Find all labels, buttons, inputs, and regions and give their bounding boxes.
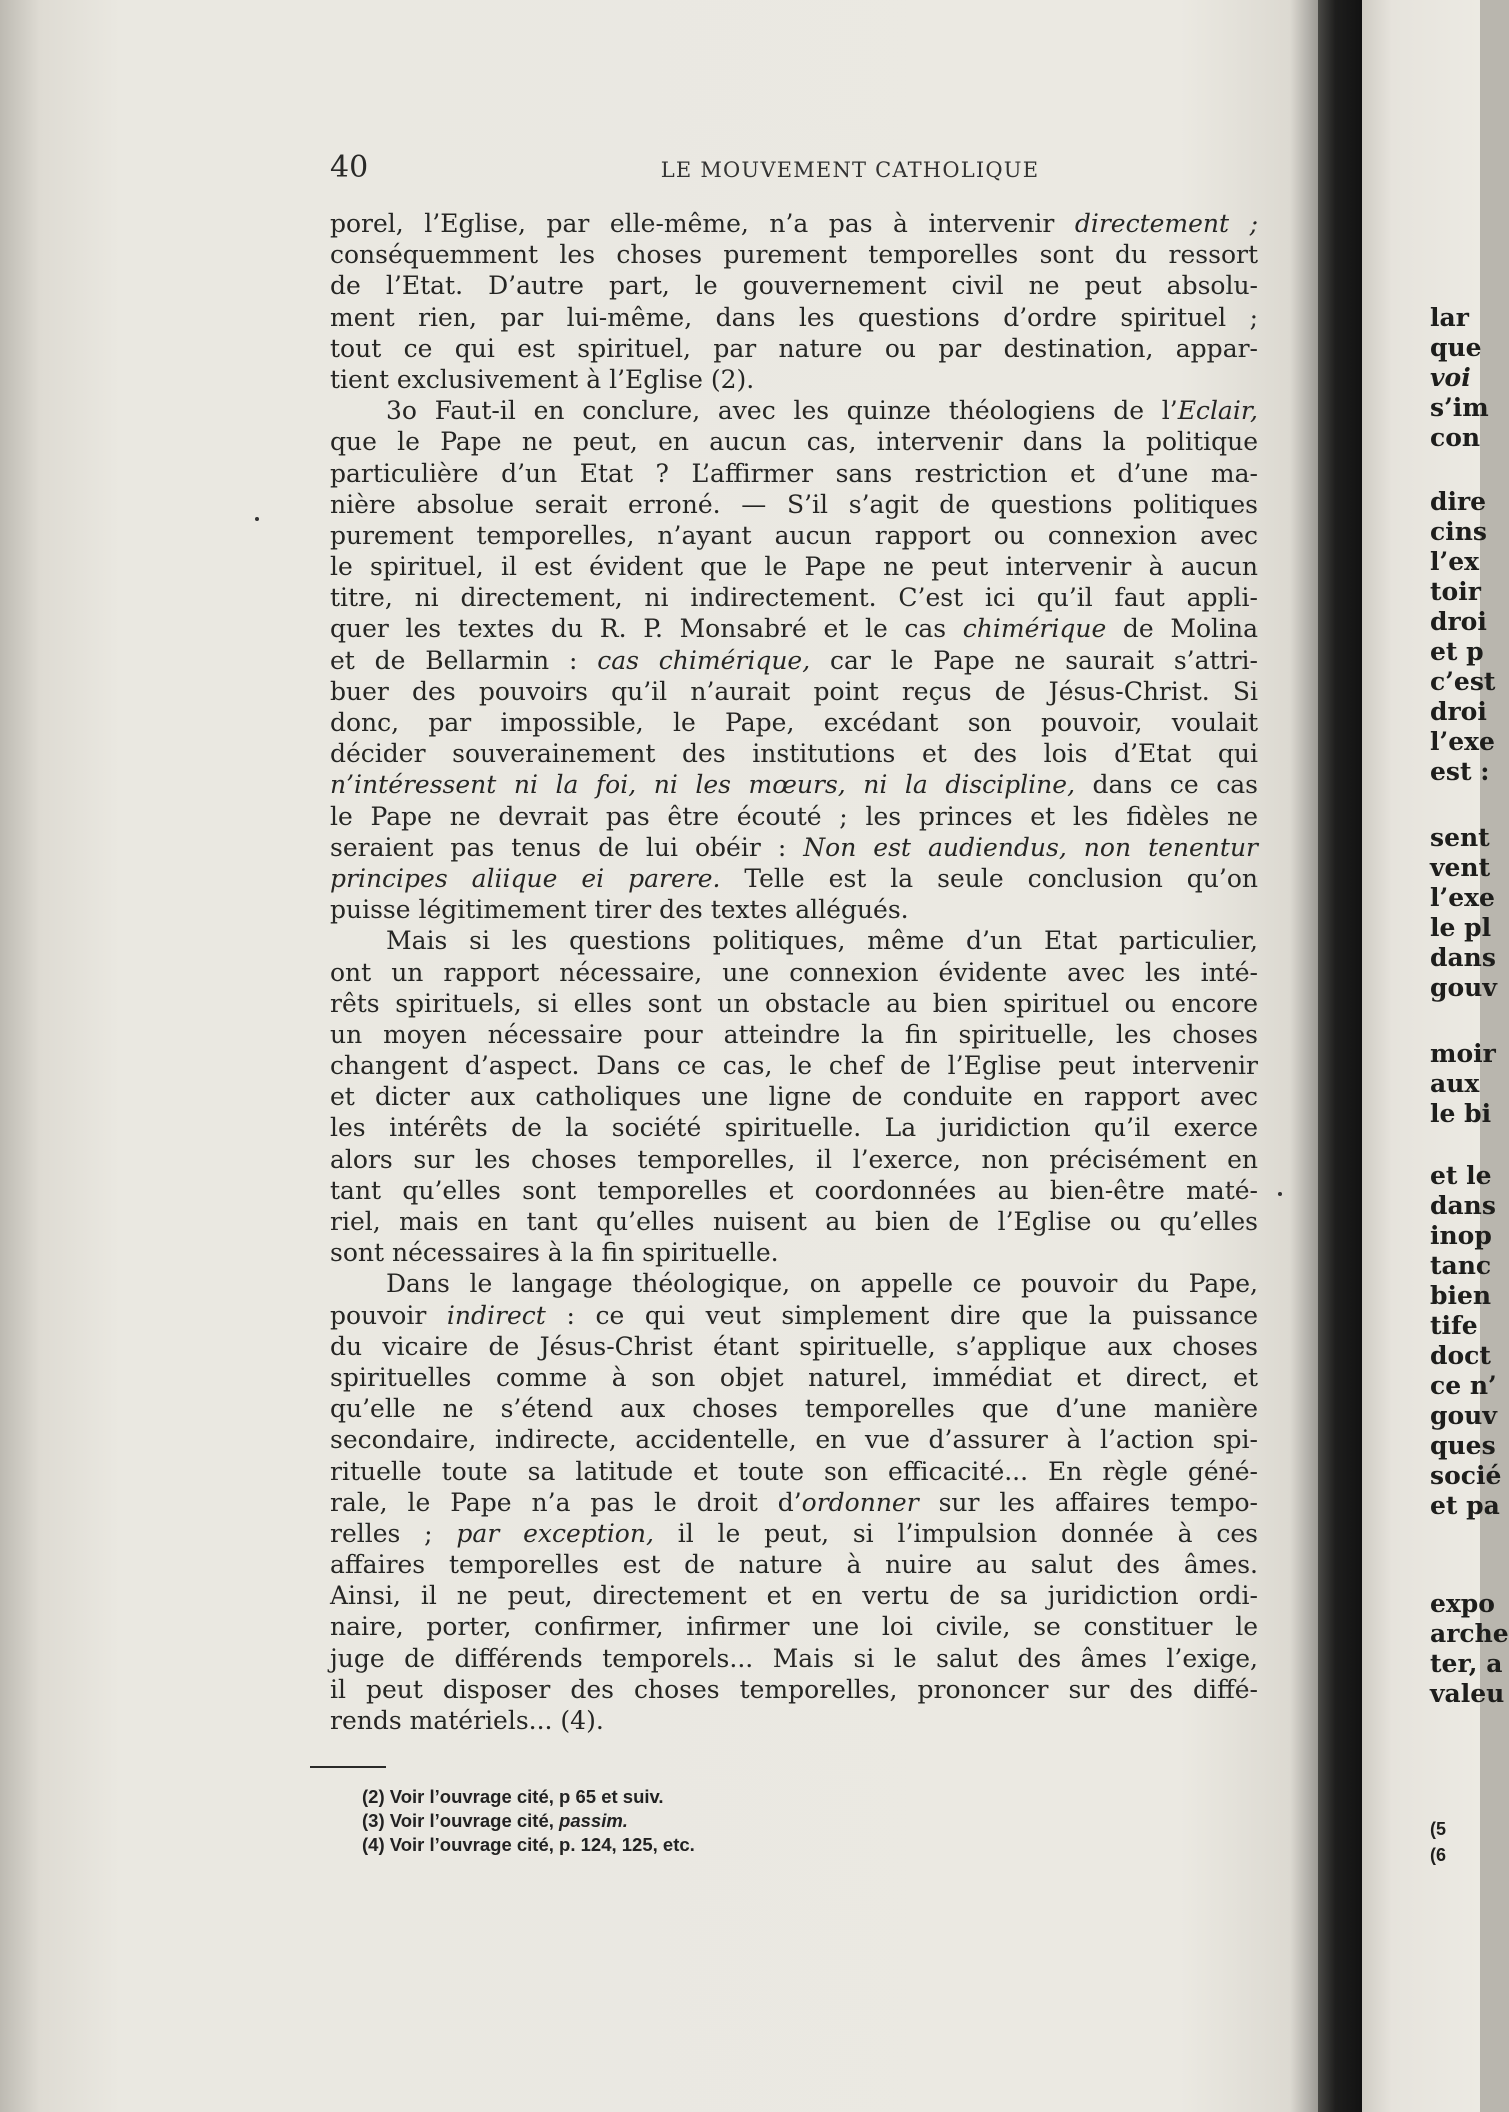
text-line: porel, l’Eglise, par elle-même, n’a pas à intervenir directement ; [330,209,1258,238]
facing-page-fragment: sent [1430,823,1490,852]
footnote: (2) Voir l’ouvrage cité, p 65 et suiv. [362,1786,664,1807]
facing-page-fragment: expo [1430,1589,1495,1618]
facing-page-fragment: bien [1430,1281,1492,1310]
text-line: quer les textes du R. P. Monsabré et le cas chimérique de Molina [330,614,1258,644]
facing-page-fragment: et pa [1430,1491,1500,1520]
facing-page-fragment: le pl [1430,913,1492,942]
facing-page-fragment: l’ex [1430,547,1480,576]
facing-page-fragment: droi [1430,697,1487,726]
facing-page-fragment: moir [1430,1039,1496,1068]
facing-page-fragment: cins [1430,517,1487,546]
text-line: pouvoir indirect : ce qui veut simplement dire que la puissance [330,1300,1258,1330]
text-line: naire, porter, confirmer, infirmer une loi civile, se constituer le [330,1612,1258,1642]
text-line: juge de différends temporels... Mais si le salut des âmes l’exige, [330,1643,1258,1673]
facing-page-fragment: est : [1430,757,1490,786]
facing-page-fragment: tanc [1430,1251,1492,1280]
text-line: rends matériels... (4). [330,1706,604,1735]
text-line: ont un rapport nécessaire, une connexion évidente avec les inté- [330,957,1258,987]
text-line: n’intéressent ni la foi, ni les mœurs, ni la discipline, dans ce cas [330,770,1258,800]
text-line: changent d’aspect. Dans ce cas, le chef de l’Eglise peut intervenir [330,1051,1258,1081]
text-line: Mais si les questions politiques, même d’un Etat particulier, [386,926,1258,956]
facing-page-fragment: con [1430,423,1481,452]
footnote: (4) Voir l’ouvrage cité, p. 124, 125, etc. [362,1834,695,1855]
text-line: conséquemment les choses purement temporelles sont du ressort [330,240,1258,270]
text-line: décider souverainement des institutions et des lois d’Etat qui [330,739,1258,769]
text-line: du vicaire de Jésus-Christ étant spirituelle, s’applique aux choses [330,1331,1258,1361]
text-line: principes aliique ei parere. Telle est la seule conclusion qu’on [330,863,1258,893]
text-line: nière absolue serait erroné. — S’il s’agit de questions politiques [330,489,1258,519]
facing-page-fragment: dire [1430,487,1487,516]
body-text [330,208,1258,1736]
footnote-rule [310,1766,386,1768]
text-line: puisse légitimement tirer des textes allégués. [330,895,909,925]
text-line: buer des pouvoirs qu’il n’aurait point reçus de Jésus-Christ. Si [330,676,1258,706]
text-line: donc, par impossible, le Pape, excédant son pouvoir, voulait [330,708,1258,737]
text-line: Dans le langage théologique, on appelle ce pouvoir du Pape, [386,1269,1258,1299]
text-line: tient exclusivement à l’Eglise (2). [330,364,755,394]
text-line: spirituelles comme à son objet naturel, immédiat et direct, et [330,1362,1258,1392]
facing-page-fragment: et le [1430,1161,1492,1190]
text-line: Ainsi, il ne peut, directement et en vertu de sa juridiction ordi- [330,1581,1258,1611]
text-line: purement temporelles, n’ayant aucun rapport ou connexion avec [330,520,1258,550]
facing-page-fragment: s’im [1430,393,1489,422]
facing-page-fragment: et p [1430,637,1484,666]
facing-page-fragment: voi [1430,363,1471,392]
text-line: les intérêts de la société spirituelle. La juridiction qu’il exerce [330,1113,1258,1143]
text-line: particulière d’un Etat ? L’affirmer sans restriction et d’une ma- [330,458,1258,488]
facing-page-fragment: toir [1430,577,1481,606]
facing-page-fragment: ce n’ [1430,1371,1497,1400]
page-header [330,150,1260,190]
text-line: tant qu’elles sont temporelles et coordonnées au bien-être maté- [330,1175,1258,1205]
facing-page-fragment: gouv [1430,973,1497,1002]
text-line: le spirituel, il est évident que le Pape ne peut intervenir à aucun [330,552,1258,582]
running-head: LE MOUVEMENT CATHOLIQUE [660,158,1040,182]
text-line: et de Bellarmin : cas chimérique, car le Pape ne saurait s’attri- [330,645,1258,675]
facing-page-fragment: droi [1430,607,1487,636]
text-line: de l’Etat. D’autre part, le gouvernement civil ne peut absolu- [330,271,1258,301]
facing-page-fragment: que [1430,333,1482,362]
facing-page-fragment: tife [1430,1311,1478,1340]
text-line: relles ; par exception, il le peut, si l’impulsion donnée à ces [330,1518,1258,1548]
facing-page-fragment: inop [1430,1221,1492,1250]
facing-page-fragment: arche [1430,1619,1509,1648]
scan-speck [1278,1192,1282,1196]
text-line: seraient pas tenus de lui obéir : Non est audiendus, non tenentur [330,832,1259,862]
facing-page-fragment: ques [1430,1431,1496,1460]
facing-page-fragment: aux [1430,1069,1480,1098]
facing-page-fragment: lar [1430,303,1469,332]
text-line: riel, mais en tant qu’elles nuisent au bien de l’Eglise ou qu’elles [330,1207,1258,1236]
facing-page-fragment: dans [1430,1191,1496,1220]
text-line: alors sur les choses temporelles, il l’exerce, non précisément en [330,1144,1258,1174]
facing-page-fragment: socié [1430,1461,1502,1490]
facing-page-fragment: le bi [1430,1099,1492,1128]
facing-page-fragment: l’exe [1430,727,1495,756]
facing-page-fragment: (5 [1430,1819,1447,1839]
text-line: un moyen nécessaire pour atteindre la fin spirituelle, les choses [330,1019,1258,1049]
text-line: affaires temporelles est de nature à nuire au salut des âmes. [330,1550,1258,1580]
facing-page-fragment: l’exe [1430,883,1495,912]
text-line: ment rien, par lui-même, dans les questions d’ordre spirituel ; [330,302,1258,332]
footnotes [362,1785,1002,1857]
text-line: sont nécessaires à la fin spirituelle. [330,1238,779,1268]
facing-page-fragment: vent [1430,853,1491,882]
footnote: (3) Voir l’ouvrage cité, passim. [362,1810,628,1831]
facing-page-fragment: c’est [1430,667,1496,696]
facing-page-fragment: dans [1430,943,1496,972]
text-line: et dicter aux catholiques une ligne de conduite en rapport avec [330,1082,1258,1112]
facing-page-fragment: valeu [1430,1679,1505,1708]
text-line: rituelle toute sa latitude et toute son efficacité... En règle géné- [330,1456,1258,1486]
page-number: 40 [330,150,369,185]
text-line: rale, le Pape n’a pas le droit d’ordonner sur les affaires tempo- [330,1487,1259,1517]
facing-page-fragment: (6 [1430,1845,1447,1865]
facing-page-fragment: doct [1430,1341,1491,1370]
text-line: il peut disposer des choses temporelles, prononcer sur des diffé- [330,1674,1258,1704]
text-line: le Pape ne devrait pas être écouté ; les princes et les fidèles ne [330,801,1258,831]
text-line: secondaire, indirecte, accidentelle, en vue d’assurer à l’action spi- [330,1425,1258,1455]
text-line: tout ce qui est spirituel, par nature ou par destination, appar- [330,333,1258,363]
facing-page-fragment: ter, a [1430,1649,1503,1678]
book-gutter [1318,0,1362,2112]
text-line: que le Pape ne peut, en aucun cas, intervenir dans la politique [330,427,1258,457]
text-line: 3o Faut-il en conclure, avec les quinze théologiens de l’Eclair, [386,396,1258,426]
text-line: qu’elle ne s’étend aux choses temporelles que d’une manière [330,1394,1258,1424]
text-line: titre, ni directement, ni indirectement. C’est ici qu’il faut appli- [330,583,1258,613]
facing-page-fragment: gouv [1430,1401,1497,1430]
text-line: rêts spirituels, si elles sont un obstacle au bien spirituel ou encore [330,988,1258,1018]
scan-speck [255,517,259,521]
